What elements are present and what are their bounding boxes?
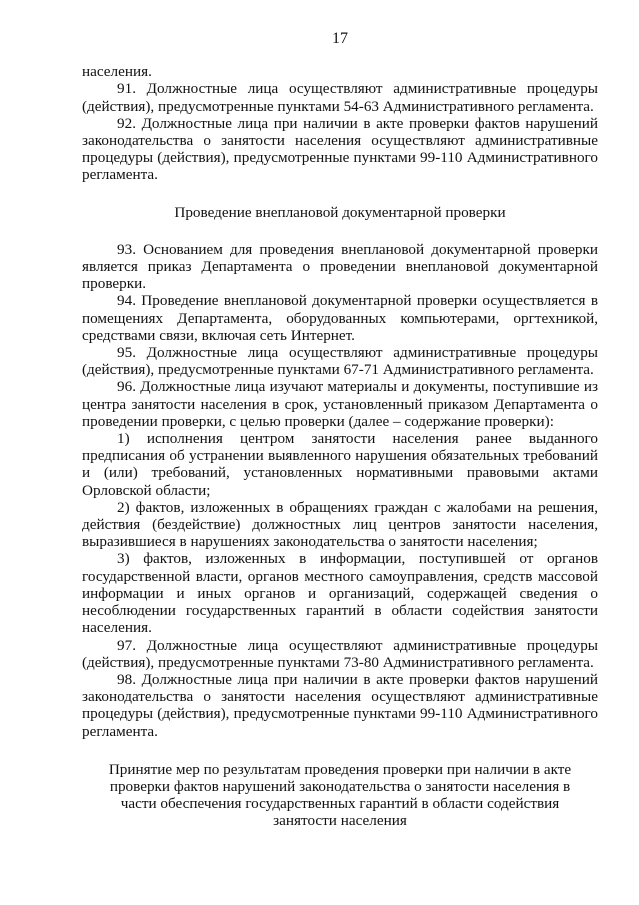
list-item-2: 2) фактов, изложенных в обращениях граждан с жалобами на решения, действия (бездействие) должностных лиц центров занятости населения, выразившиеся в нарушениях законодательства о занятости населения; xyxy=(82,498,598,551)
document-page xyxy=(82,30,598,830)
continuation-text: населения. xyxy=(82,63,152,81)
list-item-1: 1) исполнения центром занятости населения ранее выданного предписания об устранении выявленного нарушения обязательных требований и (или) требований, установленных нормативными правовыми актами Орловской области; xyxy=(82,430,598,499)
final-section-heading: Принятие мер по результатам проведения проверки при наличии в акте проверки фактов нарушений законодательства о занятости населения в части обеспечения государственных гарантий в области содействия занятости населения xyxy=(108,760,572,830)
paragraph-93: 93. Основанием для проведения внеплановой документарной проверки является приказ Департамента о проведении внеплановой документарной проверки. xyxy=(82,240,598,293)
section-heading: Проведение внеплановой документарной проверки xyxy=(174,203,506,221)
paragraph-95: 95. Должностные лица осуществляют административные процедуры (действия), предусмотренные пунктами 67-71 Административного регламента. xyxy=(82,344,598,379)
page-number: 17 xyxy=(332,30,348,47)
paragraph-96: 96. Должностные лица изучают материалы и документы, поступившие из центра занятости населения в срок, установленный приказом Департамента о проведении проверки, с целью проверки (далее – содержание проверки): xyxy=(82,378,598,430)
paragraph-91: 91. Должностные лица осуществляют административные процедуры (действия), предусмотренные пунктами 54-63 Административного регламента. xyxy=(82,80,598,115)
paragraph-92: 92. Должностные лица при наличии в акте проверки фактов нарушений законодательства о занятости населения осуществляют административные процедуры (действия), предусмотренные пунктами 99-110 Административного регламента. xyxy=(82,114,598,184)
paragraph-98: 98. Должностные лица при наличии в акте проверки фактов нарушений законодательства о занятости населения осуществляют административные процедуры (действия), предусмотренные пунктами 99-110 Административного регламента. xyxy=(82,670,598,740)
paragraph-94: 94. Проведение внеплановой документарной проверки осуществляется в помещениях Департамента, оборудованных компьютерами, оргтехникой, средствами связи, включая сеть Интернет. xyxy=(82,292,598,344)
list-item-3: 3) фактов, изложенных в информации, поступившей от органов государственной власти, органов местного самоуправления, средств массовой информации и иных органов и организаций, содержащей сведения о несоблюдении государственных гарантий в области содействия занятости населения. xyxy=(82,550,598,637)
paragraph-97: 97. Должностные лица осуществляют административные процедуры (действия), предусмотренные пунктами 73-80 Административного регламента. xyxy=(82,636,598,671)
